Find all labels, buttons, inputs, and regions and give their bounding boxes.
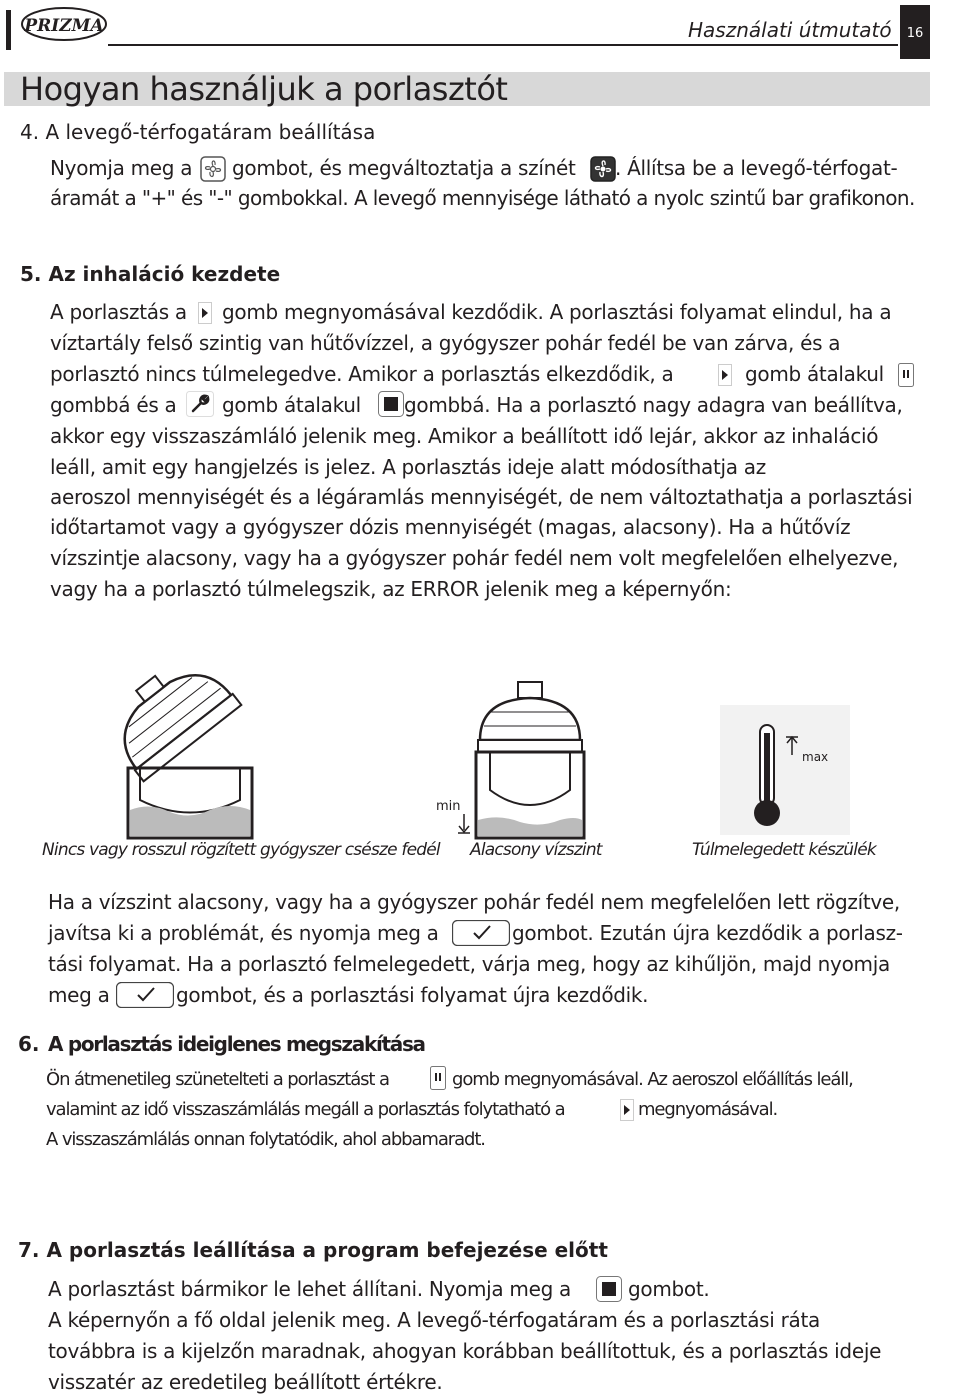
stop-icon (378, 391, 404, 417)
section7-heading: 7. A porlasztás leállítása a program befejezése előtt (18, 1238, 608, 1262)
pause-icon (898, 363, 914, 387)
s4-text-1b: gombot, és megváltoztatja a színét (232, 156, 576, 180)
header-bar-accent (6, 10, 11, 50)
figure-overheated (720, 705, 850, 835)
s5-text-3a: porlasztó nincs túlmelegedve. Amikor a porlasztás elkezdődik, a (50, 362, 674, 386)
s5-text-4b: gomb átalakul (222, 393, 361, 417)
max-label: max (802, 750, 829, 764)
err-text-2b: gombot. Ezután újra kezdődik a porlasz- (512, 921, 903, 945)
s5-text-5: akkor egy visszaszámláló jelenik meg. Amikor a beállított idő lejár, akkor az inhaláció (50, 424, 879, 448)
s6-text-2b: megnyomásával. (638, 1099, 778, 1120)
s5-text-2: víztartály felső szintig van hűtővízzel, a gyógyszer pohár fedél be van zárva, és a (50, 331, 841, 355)
wrench-icon (186, 391, 214, 417)
figure-low-water (430, 680, 630, 840)
figure2-caption: Alacsony vízszint (470, 840, 602, 860)
s7-text-2: A képernyőn a fő oldal jelenik meg. A levegő-térfogatáram és a porlasztási ráta (48, 1308, 820, 1332)
prizma-logo (20, 5, 108, 43)
s5-text-4c: gombbá. Ha a porlasztó nagy adagra van beállítva, (404, 393, 903, 417)
fan-icon-outline (200, 156, 226, 182)
page-number: 16 (900, 5, 930, 59)
section6-heading: A porlasztás ideiglenes megszakítása (48, 1032, 425, 1056)
play-icon (620, 1099, 634, 1121)
s7-text-1b: gombot. (628, 1277, 710, 1301)
s7-text-3: továbbra is a kijelzőn maradnak, ahogyan korábban beállítottuk, és a porlasztás ideje (48, 1339, 882, 1363)
s5-text-4a: gombbá és a (50, 393, 177, 417)
s5-text-7: aeroszol mennyiségét és a légáramlás mennyiségét, de nem változtathatja a porlasztási (50, 485, 913, 509)
s6-text-2a: valamint az idő visszaszámlálás megáll a porlasztás folytatható a (46, 1099, 565, 1120)
s7-text-1a: A porlasztást bármikor le lehet állítani. Nyomja meg a (48, 1277, 571, 1301)
pause-icon (430, 1066, 446, 1090)
figure-lid-open (110, 650, 270, 840)
play-icon (198, 302, 212, 324)
s5-text-8: időtartamot vagy a gyógyszer dózis mennyiségét (magas, alacsony). Ha a hűtővíz (50, 515, 851, 539)
s5-text-10: vagy ha a porlasztó túlmelegszik, az ERROR jelenik meg a képernyőn: (50, 577, 732, 601)
header-rule (108, 44, 898, 46)
check-button-icon (452, 920, 510, 946)
s4-text-1c: . Állítsa be a levegő-térfogat- (615, 156, 898, 180)
fan-icon-filled (590, 156, 616, 182)
s5-text-6: leáll, amit egy hangjelzés is jelez. A porlasztás ideje alatt módosíthatja az (50, 455, 766, 479)
s4-text-1a: Nyomja meg a (50, 156, 193, 180)
min-label: min (436, 799, 461, 814)
play-icon (718, 364, 732, 386)
s6-text-1b: gomb megnyomásával. Az aeroszol előállítás leáll, (452, 1069, 853, 1090)
logo-text: PRIZMA (24, 16, 104, 36)
check-button-icon (116, 982, 174, 1008)
figure3-caption: Túlmelegedett készülék (692, 840, 876, 860)
s6-text-1a: Ön átmenetileg szünetelteti a porlasztást a (46, 1069, 389, 1090)
section5-heading: 5. Az inhaláció kezdete (20, 262, 281, 286)
section6-number: 6. (18, 1032, 40, 1056)
s7-text-4: visszatér az eredetileg beállított értékre. (48, 1370, 443, 1394)
s5-text-1a: A porlasztás a (50, 300, 187, 324)
s5-text-1b: gomb megnyomásával kezdődik. A porlasztási folyamat elindul, ha a (222, 300, 892, 324)
err-text-1: Ha a vízszint alacsony, vagy ha a gyógyszer pohár fedél nem megfelelően lett rögzítve, (48, 890, 900, 914)
page-title: Hogyan használjuk a porlasztót (20, 70, 508, 108)
err-text-2a: javítsa ki a problémát, és nyomja meg a (48, 921, 439, 945)
s6-text-3: A visszaszámlálás onnan folytatódik, ahol abbamaradt. (46, 1129, 485, 1150)
figure1-caption: Nincs vagy rosszul rögzített gyógyszer csésze fedél (42, 840, 440, 860)
s4-text-2: áramát a "+" és "-" gombokkal. A levegő mennyisége látható a nyolc szintű bar grafikonon. (50, 186, 915, 210)
err-text-3: tási folyamat. Ha a porlasztó felmelegedett, várja meg, hogy az kihűljön, majd nyomja (48, 952, 890, 976)
err-text-4b: gombot, és a porlasztási folyamat újra kezdődik. (176, 983, 649, 1007)
stop-icon (596, 1276, 622, 1302)
err-text-4a: meg a (48, 983, 110, 1007)
s5-text-3b: gomb átalakul (745, 362, 884, 386)
section4-heading: 4. A levegő-térfogatáram beállítása (20, 120, 376, 144)
s5-text-9: vízszintje alacsony, vagy ha a gyógyszer pohár fedél nem volt megfelelően elhelyezve, (50, 546, 899, 570)
document-title: Használati útmutató (688, 18, 892, 42)
